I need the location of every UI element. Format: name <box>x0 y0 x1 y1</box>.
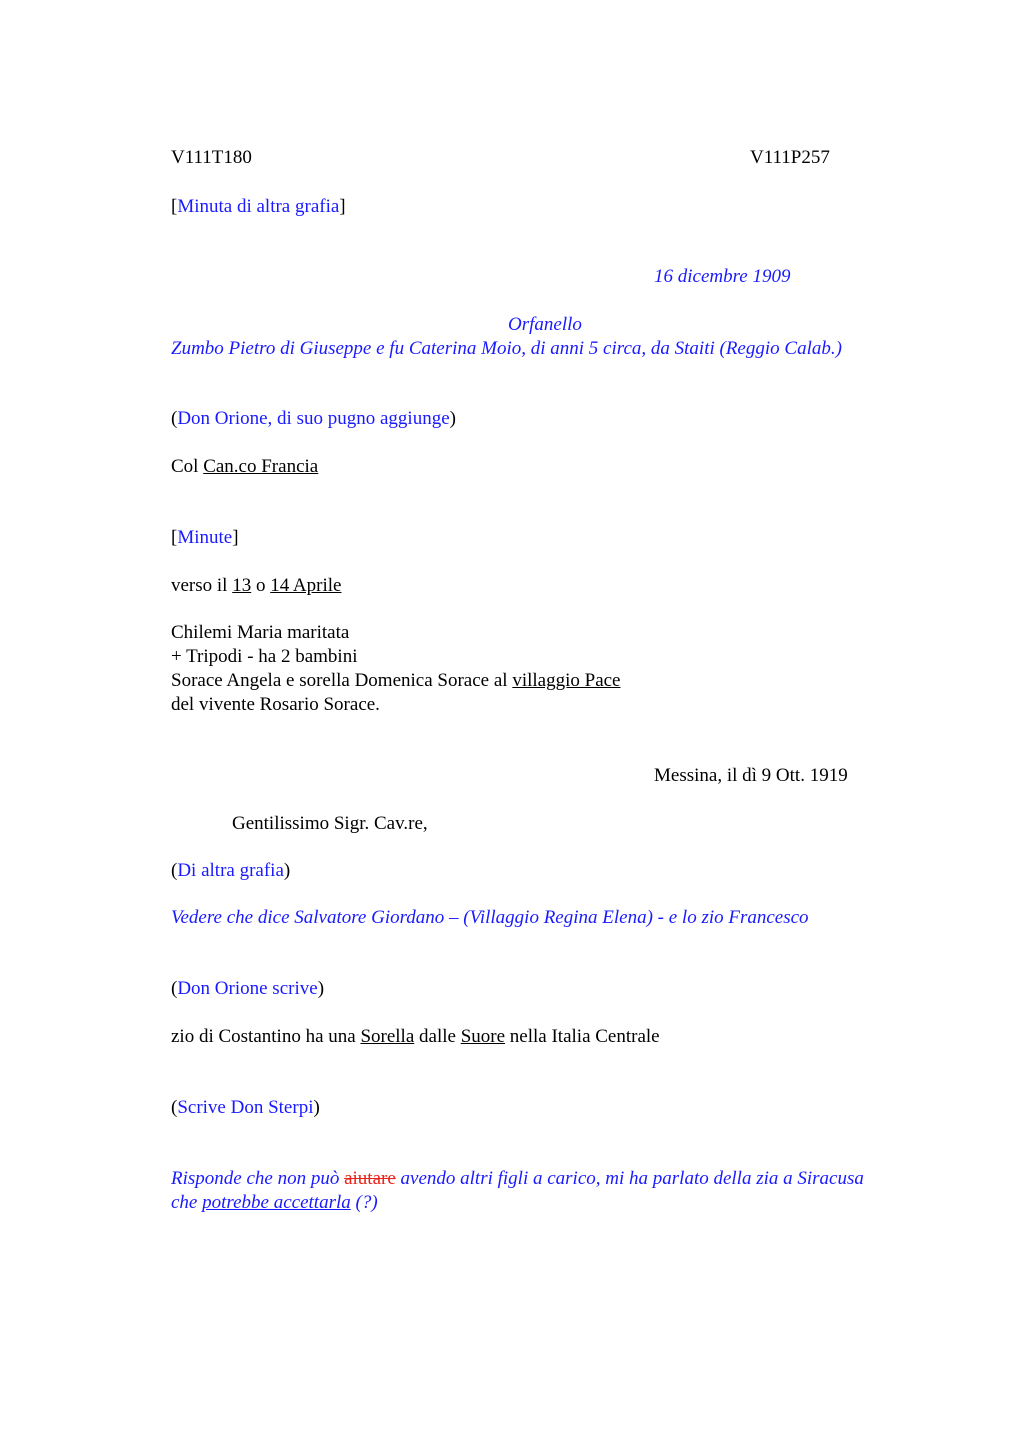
verso-line: verso il 13 o 14 Aprile <box>171 575 342 596</box>
orphan-heading: Orfanello <box>508 314 582 335</box>
header-left-code: V111T180 <box>171 147 252 168</box>
editorial-note-altra-grafia: (Di altra grafia) <box>171 860 291 881</box>
place-date-1919: Messina, il dì 9 Ott. 1919 <box>654 765 848 786</box>
editorial-note-minute: [Minute] <box>171 527 239 548</box>
chilemi-line-4: del vivente Rosario Sorace. <box>171 694 380 715</box>
risponde-line-1: Risponde che non può aiutare avendo altri figli a carico, mi ha parlato della zia a Siracusa <box>171 1168 864 1189</box>
vedere-line: Vedere che dice Salvatore Giordano – (Villaggio Regina Elena) - e lo zio Francesco <box>171 907 809 928</box>
chilemi-line-1: Chilemi Maria maritata <box>171 622 350 643</box>
header-right-code: V111P257 <box>750 147 830 168</box>
editorial-note-minuta: [Minuta di altra grafia] <box>171 196 346 217</box>
letter-date-1909: 16 dicembre 1909 <box>654 266 791 287</box>
chilemi-line-3: Sorace Angela e sorella Domenica Sorace al villaggio Pace <box>171 670 621 691</box>
struck-word: aiutare <box>344 1168 396 1189</box>
risponde-line-2: che potrebbe accettarla (?) <box>171 1192 378 1213</box>
col-line: Col Can.co Francia <box>171 456 319 477</box>
zio-line: zio di Costantino ha una Sorella dalle Suore nella Italia Centrale <box>171 1026 660 1047</box>
chilemi-line-2: + Tripodi - ha 2 bambini <box>171 646 358 667</box>
salutation: Gentilissimo Sigr. Cav.re, <box>232 813 428 834</box>
orphan-details: Zumbo Pietro di Giuseppe e fu Caterina Moio, di anni 5 circa, da Staiti (Reggio Calab.) <box>171 338 842 359</box>
editorial-note-don-orione: (Don Orione, di suo pugno aggiunge) <box>171 408 456 429</box>
editorial-note-orione-scrive: (Don Orione scrive) <box>171 978 325 999</box>
editorial-note-sterpi: (Scrive Don Sterpi) <box>171 1097 320 1118</box>
